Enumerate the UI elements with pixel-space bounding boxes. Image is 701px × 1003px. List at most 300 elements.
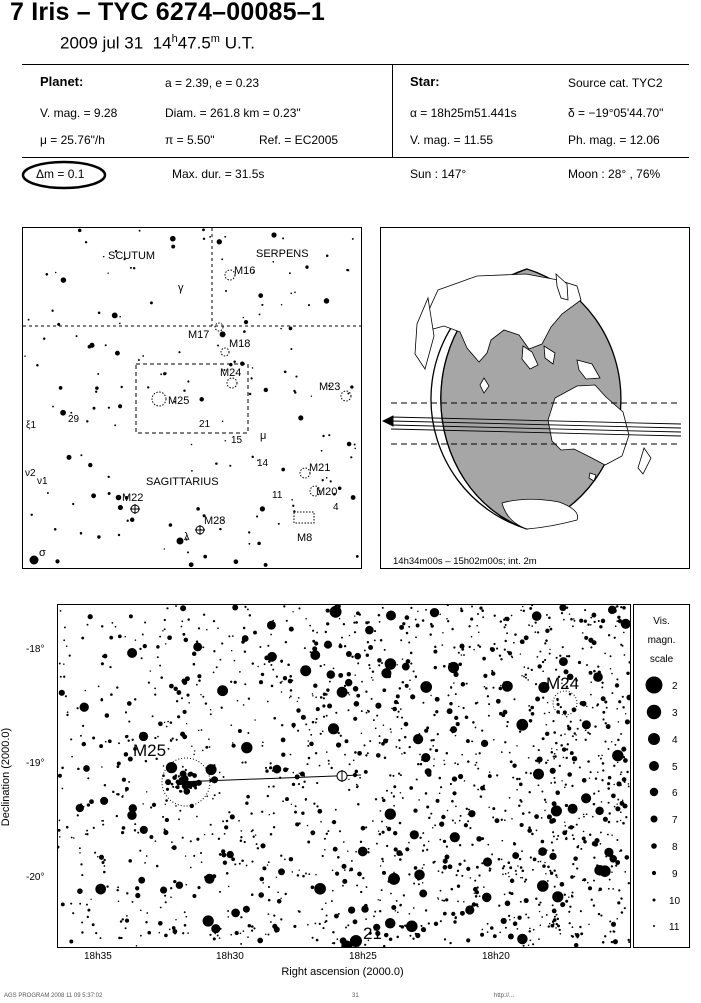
field-star (408, 641, 410, 643)
field-star (360, 891, 362, 893)
field-star (556, 923, 558, 925)
field-star (471, 636, 473, 638)
field-star (616, 678, 618, 680)
field-star (598, 890, 599, 891)
planet-parallax: π = 5.50" (165, 133, 215, 147)
field-star (541, 916, 543, 918)
field-star (583, 840, 587, 844)
field-star (367, 641, 369, 643)
field-star (361, 826, 366, 831)
field-star (615, 806, 620, 811)
field-star (322, 855, 324, 857)
field-star (160, 373, 162, 375)
field-star (554, 886, 556, 888)
field-star (290, 695, 292, 697)
field-star (475, 727, 477, 729)
field-star (61, 902, 65, 906)
star-21 (350, 935, 362, 947)
field-star (196, 684, 198, 686)
label-21: 21 (199, 419, 211, 430)
field-star (248, 698, 250, 700)
field-star (170, 236, 176, 242)
field-star (446, 752, 449, 755)
field-star (625, 816, 627, 818)
field-star (399, 625, 404, 630)
field-star (170, 887, 172, 889)
field-star (551, 841, 553, 843)
field-star (70, 903, 72, 905)
field-star (622, 706, 624, 708)
field-star (520, 877, 521, 878)
field-star (519, 858, 521, 860)
field-star (58, 829, 61, 832)
field-star (530, 939, 532, 941)
field-star (118, 635, 122, 639)
field-star (225, 290, 227, 292)
field-star (239, 671, 241, 673)
field-star (572, 826, 574, 828)
field-star (356, 786, 358, 788)
field-star (76, 707, 78, 709)
field-star (246, 795, 250, 799)
field-star (340, 735, 342, 737)
field-star (169, 684, 174, 689)
field-star (513, 642, 515, 644)
field-star (548, 617, 551, 620)
field-star (460, 609, 463, 612)
field-star (608, 888, 610, 890)
field-star (423, 930, 425, 932)
field-star (569, 906, 571, 908)
field-star (186, 694, 189, 697)
field-star (51, 310, 53, 312)
field-star (105, 344, 107, 346)
field-star (312, 646, 317, 651)
field-star (539, 911, 540, 912)
field-star (386, 790, 388, 792)
field-star (281, 753, 285, 757)
field-star (243, 317, 245, 319)
m17-symbol (215, 323, 223, 331)
field-star (588, 638, 593, 643)
field-star (542, 697, 544, 699)
ytick-20: -20° (26, 872, 45, 883)
field-star (513, 698, 515, 700)
field-star (458, 652, 460, 654)
field-star (528, 791, 530, 793)
field-star (146, 791, 147, 792)
field-star (394, 847, 398, 851)
field-star (466, 683, 468, 685)
field-star (423, 864, 425, 866)
field-star (572, 834, 574, 836)
field-star (198, 730, 200, 732)
field-star (182, 837, 184, 839)
field-star (95, 884, 106, 895)
field-star (600, 915, 602, 917)
field-star (305, 873, 307, 875)
field-star (238, 820, 240, 822)
field-star (240, 943, 242, 945)
field-star (474, 764, 476, 766)
field-star (600, 843, 602, 845)
field-star (491, 670, 493, 672)
field-star (235, 931, 239, 935)
field-star (466, 867, 470, 871)
field-star (528, 945, 530, 947)
max-duration: Max. dur. = 31.5s (172, 167, 265, 181)
field-star (60, 610, 62, 612)
field-star (103, 859, 105, 861)
field-star (386, 845, 388, 847)
field-star (368, 664, 370, 666)
field-star (503, 681, 505, 683)
field-star (232, 605, 238, 610)
field-star (116, 889, 118, 891)
field-star (354, 615, 355, 616)
field-star (328, 763, 330, 765)
label-m8: M8 (297, 532, 313, 544)
field-star (492, 687, 494, 689)
field-star (281, 738, 286, 743)
field-star (289, 627, 294, 632)
field-star (607, 782, 610, 785)
field-star (273, 812, 275, 814)
field-star (588, 924, 590, 926)
field-star (353, 622, 355, 624)
field-star (377, 899, 378, 900)
field-star (103, 654, 108, 659)
field-star (182, 932, 184, 934)
field-star (272, 669, 274, 671)
field-star (586, 664, 588, 666)
field-star (433, 765, 435, 767)
field-star (59, 663, 61, 665)
field-star (555, 742, 558, 745)
field-star (413, 882, 415, 884)
field-star (229, 363, 232, 366)
field-star (217, 627, 219, 629)
field-star (92, 737, 95, 740)
field-star (149, 932, 151, 934)
field-star (229, 465, 231, 467)
field-star (98, 686, 100, 688)
field-star (598, 913, 600, 915)
field-star (324, 641, 332, 649)
field-star (567, 743, 569, 745)
field-star (86, 420, 88, 422)
field-star (186, 723, 187, 724)
field-star (216, 666, 218, 668)
field-star (623, 607, 625, 609)
field-star (309, 625, 311, 627)
field-star (221, 258, 223, 260)
field-star (88, 463, 92, 467)
field-star (402, 681, 405, 684)
field-star (579, 766, 581, 768)
field-star (433, 650, 437, 654)
field-star (376, 843, 378, 845)
field-star (105, 741, 107, 743)
field-star (261, 673, 264, 676)
field-star (182, 766, 184, 768)
label-m16: M16 (234, 265, 256, 277)
field-star (432, 745, 434, 747)
xtick-18h30: 18h30 (216, 951, 244, 962)
field-star (284, 859, 286, 861)
field-star (617, 616, 620, 619)
field-star (282, 237, 284, 239)
field-star (546, 614, 548, 616)
field-star (327, 670, 335, 678)
field-star (173, 929, 178, 934)
field-star (63, 676, 65, 678)
field-star (476, 762, 478, 764)
field-star (614, 806, 616, 808)
planet-vmag: V. mag. = 9.28 (40, 106, 118, 120)
field-star (287, 664, 290, 667)
field-star (65, 695, 67, 697)
field-star (252, 662, 254, 664)
field-star (477, 644, 479, 646)
field-star (574, 876, 576, 878)
field-star (264, 663, 266, 665)
field-star (310, 650, 320, 660)
field-star (203, 238, 205, 240)
field-star (478, 874, 480, 876)
field-star (210, 713, 212, 715)
field-star (253, 927, 255, 929)
field-star (60, 410, 66, 416)
field-star (375, 727, 377, 729)
field-star (77, 768, 80, 771)
field-star (225, 440, 227, 442)
field-star (564, 787, 566, 789)
field-star (409, 786, 413, 790)
field-star (610, 931, 612, 933)
field-star (479, 895, 481, 897)
field-star (223, 861, 227, 865)
field-star (80, 863, 82, 865)
field-star (590, 617, 592, 619)
field-star (135, 893, 140, 898)
field-star (544, 862, 546, 864)
magnitude-drop: Δm = 0.1 (36, 167, 85, 181)
field-star (355, 621, 358, 624)
field-star (339, 830, 341, 832)
field-star (267, 652, 277, 662)
field-star (568, 655, 570, 657)
field-star (175, 605, 177, 607)
field-star (289, 327, 293, 331)
field-star (502, 867, 504, 869)
field-star (157, 656, 159, 658)
field-star (384, 649, 386, 651)
field-star (330, 480, 332, 482)
field-star (454, 822, 456, 824)
field-star (252, 829, 254, 831)
field-star (213, 937, 216, 940)
field-star (254, 719, 256, 721)
field-star (460, 815, 462, 817)
field-star (462, 648, 464, 650)
field-star (343, 841, 345, 843)
field-star (355, 851, 357, 853)
field-star (390, 893, 392, 895)
field-star (289, 675, 292, 678)
field-star (361, 905, 368, 912)
field-star (377, 658, 382, 663)
field-star (538, 938, 540, 940)
field-star (569, 693, 571, 695)
field-star (319, 923, 321, 925)
field-star (468, 810, 475, 817)
field-star (246, 865, 248, 867)
field-star (111, 622, 113, 624)
star-dec: δ = −19°05'44.70" (568, 106, 664, 120)
field-star (140, 826, 148, 834)
field-star (399, 858, 402, 861)
field-star (100, 797, 108, 805)
field-star (201, 729, 203, 731)
field-star (79, 903, 81, 905)
field-star (611, 871, 613, 873)
field-star (122, 795, 123, 796)
field-star (481, 929, 483, 931)
field-star (463, 860, 465, 862)
field-star (490, 647, 495, 652)
field-star (189, 562, 194, 567)
field-star (528, 826, 531, 829)
cluster-star (176, 785, 180, 789)
field-star (338, 913, 340, 915)
field-star (327, 830, 329, 832)
field-star (456, 716, 458, 718)
field-star (343, 623, 345, 625)
detail-chart-svg (58, 605, 630, 947)
asteroid-track (178, 775, 361, 782)
field-star (55, 559, 59, 563)
field-star (520, 609, 522, 611)
field-star (418, 799, 420, 801)
field-star (239, 863, 241, 865)
field-star (625, 855, 630, 860)
moon-info: Moon : 28° , 76% (568, 167, 661, 181)
field-star (417, 878, 420, 881)
field-star (260, 877, 265, 882)
field-star (331, 900, 333, 902)
field-star (156, 865, 159, 868)
field-star (169, 523, 173, 527)
field-star (575, 933, 577, 935)
field-star (524, 898, 529, 903)
field-star (101, 698, 103, 700)
field-star (598, 790, 600, 792)
field-star (547, 866, 550, 869)
field-star (202, 228, 205, 231)
planet-heading: Planet: (40, 74, 84, 89)
field-star (549, 870, 551, 872)
field-star (622, 803, 627, 808)
field-star (80, 532, 83, 535)
field-star (356, 694, 360, 698)
field-star (59, 820, 61, 822)
field-star (504, 640, 506, 642)
field-star (306, 763, 308, 765)
field-star (517, 916, 521, 920)
field-star (181, 697, 183, 699)
field-star (426, 726, 429, 729)
field-star (240, 836, 242, 838)
field-star (125, 927, 127, 929)
field-star (592, 707, 594, 709)
field-star (553, 756, 555, 758)
field-star (595, 807, 603, 815)
field-star (281, 691, 282, 692)
event-minute: 47.5 (177, 33, 211, 53)
field-star (211, 776, 218, 783)
field-star (537, 656, 539, 658)
field-star (261, 811, 263, 813)
field-star (191, 745, 192, 746)
field-star (440, 786, 442, 788)
field-star (307, 841, 310, 844)
field-star (591, 613, 596, 618)
field-star (396, 694, 400, 698)
field-star (517, 865, 519, 867)
field-star (473, 784, 475, 786)
field-star (612, 750, 623, 761)
field-star (85, 833, 87, 835)
field-star (505, 617, 509, 621)
field-star (374, 630, 376, 632)
field-star (414, 866, 418, 870)
label-15: 15 (231, 435, 243, 446)
field-star (204, 876, 206, 878)
field-star (344, 685, 346, 687)
field-star (215, 462, 218, 465)
field-star (330, 767, 332, 769)
scale-title-vis: Vis. (653, 616, 670, 627)
field-star (277, 891, 279, 893)
field-star (349, 868, 353, 872)
field-star (251, 893, 254, 896)
field-star (383, 738, 388, 743)
field-star (413, 734, 423, 744)
field-star (499, 931, 501, 933)
field-star (610, 668, 612, 670)
field-star (509, 752, 511, 754)
field-star (501, 751, 503, 753)
field-star (447, 708, 453, 714)
field-star (525, 913, 527, 915)
field-star (439, 793, 441, 795)
field-star (248, 543, 250, 545)
field-star (212, 798, 214, 800)
field-star (487, 923, 489, 925)
field-star (622, 777, 627, 782)
field-star (452, 776, 457, 781)
field-star (491, 671, 495, 675)
field-star (134, 698, 136, 700)
field-star (119, 316, 121, 318)
field-star (273, 717, 276, 720)
field-star (513, 842, 515, 844)
field-star (385, 658, 397, 670)
field-star (140, 879, 145, 884)
field-star (349, 763, 351, 765)
field-star (43, 337, 45, 339)
